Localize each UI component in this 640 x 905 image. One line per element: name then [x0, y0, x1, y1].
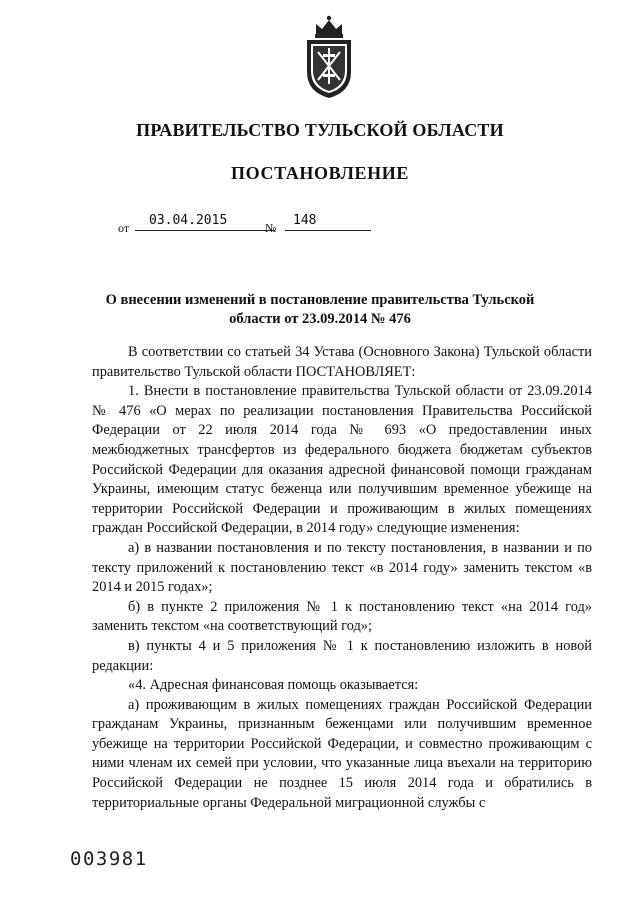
serial-number: 003981: [70, 848, 148, 870]
body-paragraph: «4. Адресная финансовая помощь оказывается:: [128, 677, 419, 694]
date-prefix: от: [118, 221, 130, 235]
body-paragraph: в) пункты 4 и 5 приложения № 1 к постановлению изложить в новой редакции:: [92, 637, 592, 674]
subject-line-2: области от 23.09.2014 № 476: [229, 311, 411, 327]
document-meta: [118, 213, 378, 235]
body-paragraph: б) в пункте 2 приложения № 1 к постановлению текст «на 2014 год» заменить текстом «на соответствующий год»;: [92, 598, 592, 635]
document-date: 03.04.2015: [135, 213, 275, 231]
body-paragraph: а) в названии постановления и по тексту постановления, в названии и по тексту приложений к постановлению текст «в 2014 году» заменить текстом «в 2014 и 2015 годах»;: [92, 539, 592, 596]
document-body: [92, 343, 592, 813]
document-number: 148: [285, 213, 371, 231]
number-prefix: №: [265, 221, 277, 235]
body-paragraph: 1. Внести в постановление правительства Тульской области от 23.09.2014 № 476 «О мерах по реализации постановления Правительства Российской Федерации от 22 июля 2014 года № 693 «О предоставлении иных межбюджетных трансфертов из федерального бюджета бюджетам субъектов Российской Федерации для оказания адресной финансовой помощи гражданам Украины, имеющим статус беженца или получившим временное убежище на территории Российской Федерации и проживающим в жилых помещениях граждан Российской Федерации, в 2014 году» следующие изменения:: [92, 383, 592, 537]
subject-line-1: О внесении изменений в постановление правительства Тульской: [105, 292, 535, 308]
organization-title: ПРАВИТЕЛЬСТВО ТУЛЬСКОЙ ОБЛАСТИ: [136, 120, 504, 140]
document-type: ПОСТАНОВЛЕНИЕ: [231, 163, 409, 183]
coat-of-arms-icon: [302, 14, 356, 100]
document-subject: [60, 291, 580, 329]
body-paragraph: В соответствии со статьей 34 Устава (Основного Закона) Тульской области правительство Тульской области ПОСТАНОВЛЯЕТ:: [92, 344, 592, 380]
body-paragraph: а) проживающим в жилых помещениях граждан Российской Федерации гражданам Украины, признанным беженцами или получившим временное убежище на территории Российской Федерации, и совместно проживающим с ними членам их семей при условии, что указанные лица въехали на территорию Российской Федерации не позднее 15 июля 2014 года и обратились в территориальные органы Федеральной миграционной службы с: [92, 696, 592, 811]
